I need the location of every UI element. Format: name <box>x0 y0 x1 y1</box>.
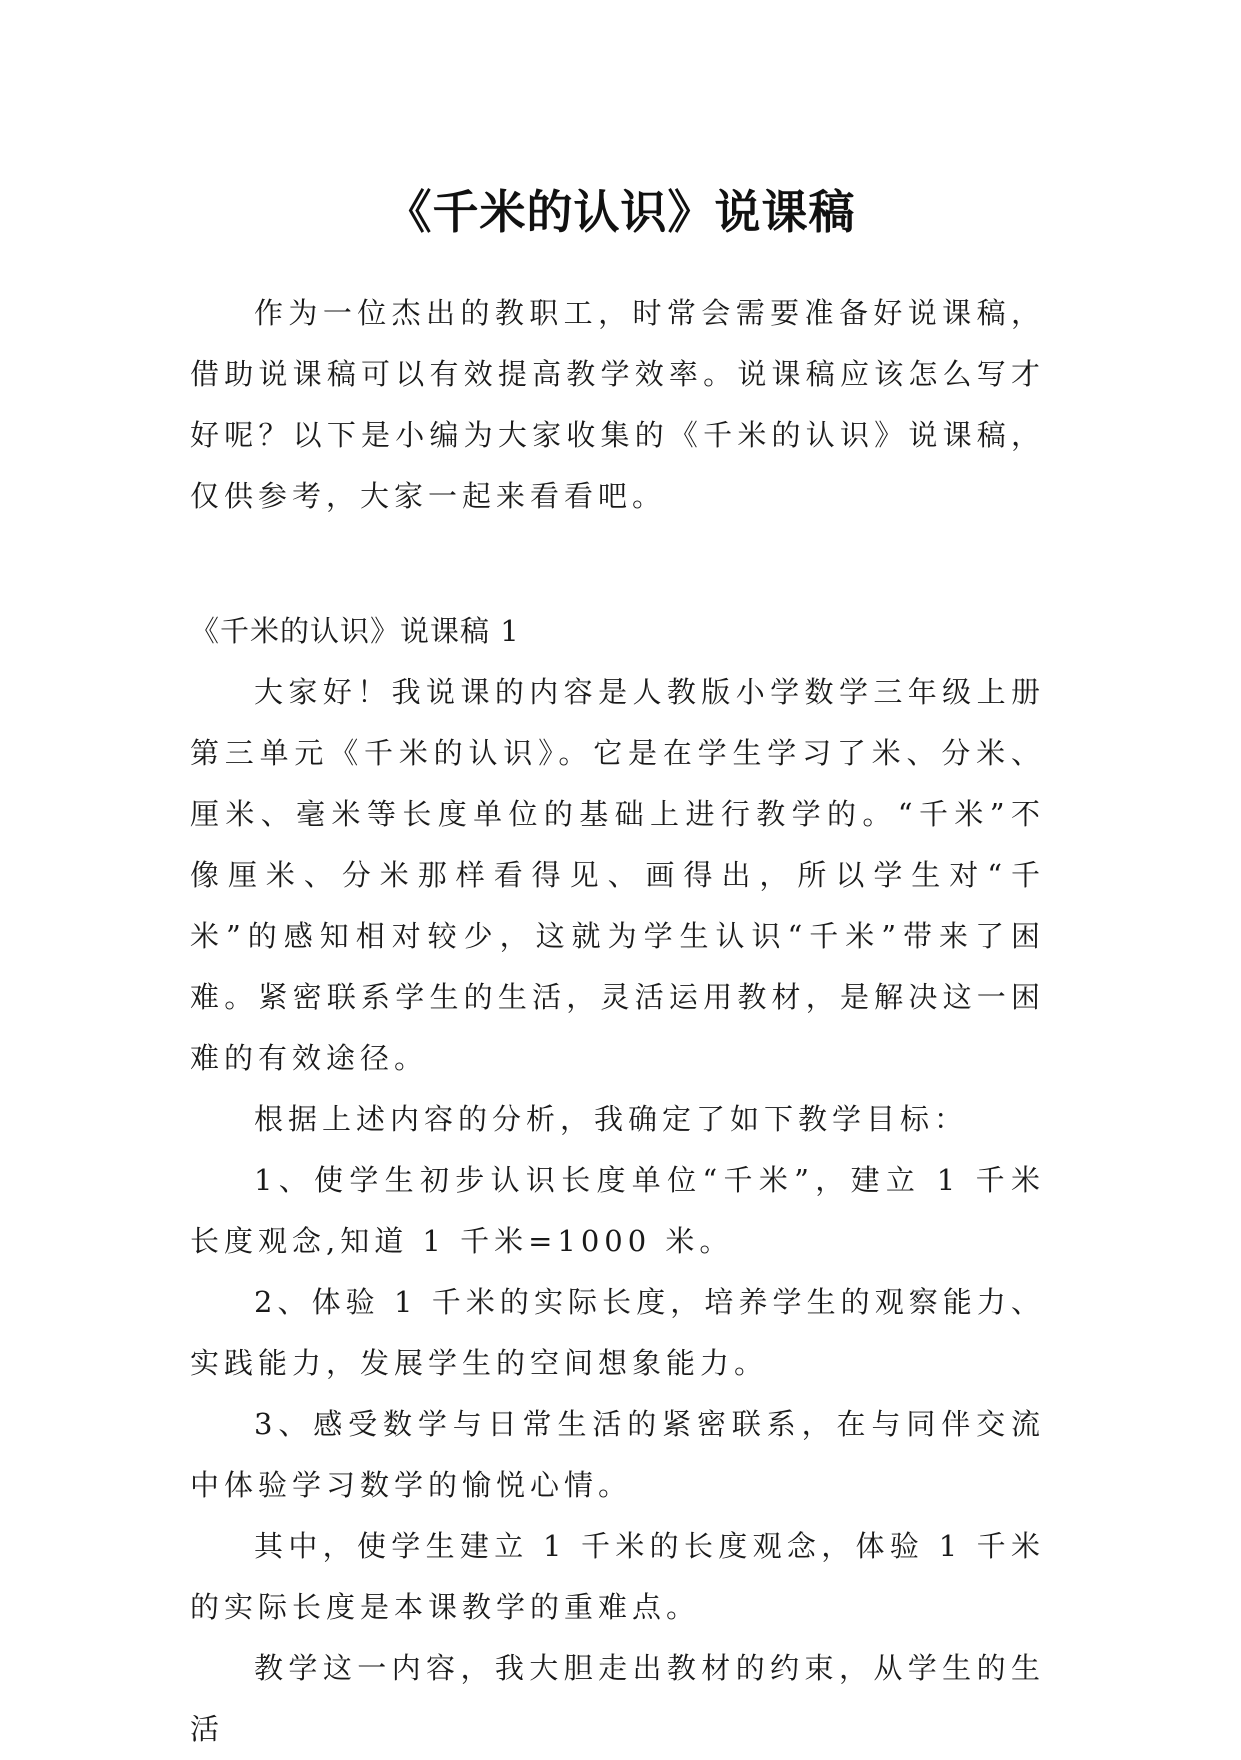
document-body <box>190 283 1045 1760</box>
intro-paragraph: 作为一位杰出的教职工，时常会需要准备好说课稿，借助说课稿可以有效提高教学效率。说课稿应该怎么写才好呢？以下是小编为大家收集的《千米的认识》说课稿，仅供参考，大家一起来看看吧。 <box>190 296 1045 513</box>
body-paragraph: 大家好！我说课的内容是人教版小学数学三年级上册第三单元《千米的认识》。它是在学生学习了米、分米、厘米、毫米等长度单位的基础上进行教学的。“千米”不像厘米、分米那样看得见、画得出，所以学生对“千米”的感知相对较少，这就为学生认识“千米”带来了困难。紧密联系学生的生活，灵活运用教材，是解决这一困难的有效途径。 <box>190 675 1045 1075</box>
body-paragraph: 其中，使学生建立 1 千米的长度观念，体验 1 千米的实际长度是本课教学的重难点。 <box>190 1529 1045 1624</box>
body-paragraph: 教学这一内容，我大胆走出教材的约束，从学生的生活 <box>190 1651 1045 1746</box>
document-title: 《千米的认识》说课稿 <box>385 184 856 239</box>
body-paragraph: 1、使学生初步认识长度单位“千米”，建立 1 千米长度观念,知道 1 千米=1000 米。 <box>190 1163 1045 1258</box>
section-heading: 《千米的认识》说课稿 1 <box>190 614 520 648</box>
body-paragraph: 根据上述内容的分析，我确定了如下教学目标： <box>254 1102 969 1136</box>
body-paragraph: 2、体验 1 千米的实际长度，培养学生的观察能力、实践能力，发展学生的空间想象能力。 <box>190 1285 1045 1380</box>
body-paragraph: 3、感受数学与日常生活的紧密联系，在与同伴交流中体验学习数学的愉悦心情。 <box>190 1407 1045 1502</box>
